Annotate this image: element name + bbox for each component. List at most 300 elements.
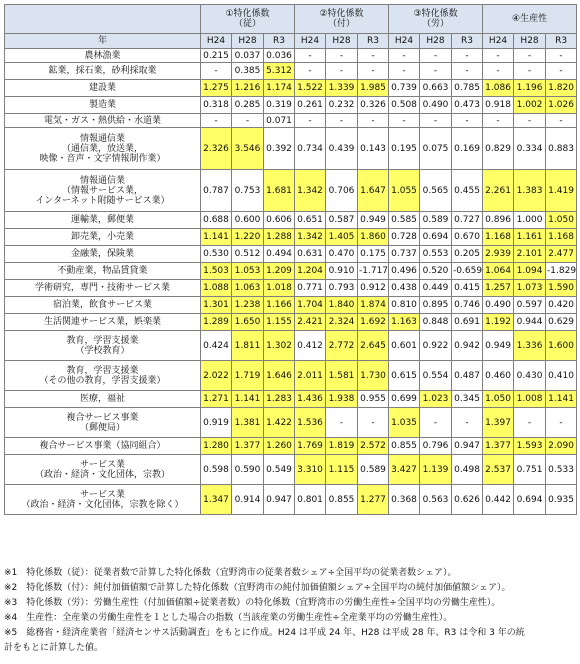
value-cell: 1.168 (546, 229, 577, 246)
value-cell: - (295, 49, 326, 63)
industry-label: 卸売業，小売業 (5, 229, 201, 246)
value-cell: 0.694 (420, 229, 452, 246)
value-cell: 0.430 (514, 361, 546, 391)
value-cell: 0.554 (420, 361, 452, 391)
value-cell: 1.347 (201, 485, 232, 515)
value-cell: - (295, 63, 326, 80)
value-cell: 1.141 (232, 391, 264, 408)
value-cell: 1.064 (483, 263, 514, 280)
value-cell: 0.912 (358, 280, 389, 297)
value-cell: 1.018 (264, 280, 295, 297)
industry-label: 不動産業，物品賃貸業 (5, 263, 201, 280)
value-cell: 0.737 (389, 246, 420, 263)
industry-label: 複合サービス事業（協同組合） (5, 438, 201, 455)
value-cell: - (326, 63, 358, 80)
value-cell: 1.073 (514, 280, 546, 297)
value-cell: 0.037 (232, 49, 264, 63)
value-cell: 0.631 (295, 246, 326, 263)
value-cell: - (232, 114, 264, 128)
value-cell: 1.216 (232, 80, 264, 97)
value-cell: 1.436 (295, 391, 326, 408)
table-row (5, 128, 577, 170)
value-cell: 0.036 (264, 49, 295, 63)
specialization-coefficient-table (4, 4, 577, 515)
value-cell: 1.422 (264, 408, 295, 438)
value-cell: 1.209 (264, 263, 295, 280)
value-cell: 0.651 (295, 212, 326, 229)
value-cell: 1.141 (201, 229, 232, 246)
year-header: H28 (514, 34, 546, 49)
industry-label: 生活関連サービス業，娯楽業 (5, 314, 201, 331)
value-cell: 0.439 (326, 128, 358, 170)
table-row (5, 114, 577, 128)
value-cell: 2.939 (483, 246, 514, 263)
value-cell: 1.280 (201, 438, 232, 455)
value-cell: - (514, 49, 546, 63)
value-cell: 0.410 (546, 361, 577, 391)
value-cell: 0.494 (264, 246, 295, 263)
value-cell: - (420, 63, 452, 80)
value-cell: 0.589 (420, 212, 452, 229)
group-header-4: ④生産性 (483, 5, 577, 34)
value-cell: 0.706 (326, 170, 358, 212)
value-cell: 1.271 (201, 391, 232, 408)
table-row (5, 170, 577, 212)
value-cell: 0.460 (483, 361, 514, 391)
year-header: H24 (389, 34, 420, 49)
value-cell: 0.368 (389, 485, 420, 515)
value-cell: 0.319 (264, 97, 295, 114)
value-cell: 0.829 (483, 128, 514, 170)
value-cell: - (452, 63, 483, 80)
value-cell: 1.155 (264, 314, 295, 331)
value-cell: 1.166 (264, 297, 295, 314)
table-row (5, 408, 577, 438)
value-cell: 0.598 (201, 455, 232, 485)
value-cell: 1.283 (264, 391, 295, 408)
value-cell: 0.626 (452, 485, 483, 515)
value-cell: 0.508 (389, 97, 420, 114)
value-cell: 0.590 (232, 455, 264, 485)
value-cell: 0.787 (201, 170, 232, 212)
value-cell: 0.728 (389, 229, 420, 246)
value-cell: 1.220 (232, 229, 264, 246)
value-cell: - (326, 408, 358, 438)
industry-label: 運輸業，郵便業 (5, 212, 201, 229)
value-cell: 0.455 (452, 170, 483, 212)
value-cell: 1.650 (232, 314, 264, 331)
value-cell: - (326, 114, 358, 128)
table-row (5, 361, 577, 391)
value-cell: - (389, 49, 420, 63)
year-header: H28 (420, 34, 452, 49)
value-cell: 0.855 (326, 485, 358, 515)
value-cell: 1.590 (546, 280, 577, 297)
value-cell: 0.694 (514, 485, 546, 515)
value-cell: 3.310 (295, 455, 326, 485)
value-cell: 0.688 (201, 212, 232, 229)
value-cell: 1.647 (358, 170, 389, 212)
value-cell: 0.600 (232, 212, 264, 229)
value-cell: 0.606 (264, 212, 295, 229)
value-cell: 1.405 (326, 229, 358, 246)
value-cell: 1.302 (264, 331, 295, 361)
value-cell: 0.075 (420, 128, 452, 170)
value-cell: 1.139 (420, 455, 452, 485)
value-cell: 0.848 (420, 314, 452, 331)
value-cell: - (514, 408, 546, 438)
value-cell: 1.238 (232, 297, 264, 314)
value-cell: 2.477 (546, 246, 577, 263)
value-cell: 2.101 (514, 246, 546, 263)
value-cell: 1.600 (546, 331, 577, 361)
table-row (5, 97, 577, 114)
value-cell: 1.860 (358, 229, 389, 246)
value-cell: 1.257 (483, 280, 514, 297)
value-cell: 1.163 (389, 314, 420, 331)
table-body (5, 49, 577, 515)
value-cell: - (295, 114, 326, 128)
value-cell: 1.063 (232, 280, 264, 297)
value-cell: 1.819 (326, 438, 358, 455)
group-header-2: ②特化係数 （付） (295, 5, 389, 34)
value-cell: 0.947 (264, 485, 295, 515)
industry-label: 鉱業，採石業，砂利採取業 (5, 63, 201, 80)
value-cell: -1.829 (546, 263, 577, 280)
value-cell: 0.949 (483, 331, 514, 361)
value-cell: - (483, 49, 514, 63)
value-cell: 1.938 (326, 391, 358, 408)
year-header: H28 (326, 34, 358, 49)
value-cell: 1.377 (232, 438, 264, 455)
value-cell: 1.397 (483, 408, 514, 438)
value-cell: -0.659 (452, 263, 483, 280)
value-cell: 0.205 (452, 246, 483, 263)
value-cell: - (201, 63, 232, 80)
value-cell: 0.855 (389, 438, 420, 455)
value-cell: 0.490 (483, 297, 514, 314)
value-cell: 0.597 (514, 297, 546, 314)
value-cell: - (546, 408, 577, 438)
value-cell: 0.947 (452, 438, 483, 455)
value-cell: 0.470 (326, 246, 358, 263)
value-cell: 1.050 (546, 212, 577, 229)
value-cell: 0.195 (389, 128, 420, 170)
value-cell: 0.520 (420, 263, 452, 280)
value-cell: - (514, 63, 546, 80)
value-cell: 0.334 (514, 128, 546, 170)
value-cell: 2.421 (295, 314, 326, 331)
value-cell: 2.324 (326, 314, 358, 331)
value-cell: 1.008 (514, 391, 546, 408)
value-cell: 2.772 (326, 331, 358, 361)
value-cell: 1.196 (514, 80, 546, 97)
value-cell: 0.753 (232, 170, 264, 212)
value-cell: - (389, 63, 420, 80)
value-cell: 0.793 (326, 280, 358, 297)
value-cell: 0.392 (264, 128, 295, 170)
value-cell: 0.553 (420, 246, 452, 263)
value-cell: 0.318 (201, 97, 232, 114)
table-row (5, 438, 577, 455)
value-cell: 0.215 (201, 49, 232, 63)
table-row (5, 280, 577, 297)
footnote: ※2 特化係数（付）：純付加価値額で計算した特化係数（宜野湾市の純付加価値額シェア÷全国平均の純付加価値額シェア）。 (4, 583, 511, 593)
value-cell: 1.192 (483, 314, 514, 331)
value-cell: 1.342 (295, 170, 326, 212)
table-row (5, 49, 577, 63)
value-cell: 0.663 (420, 80, 452, 97)
value-cell: 0.910 (326, 263, 358, 280)
value-cell: 0.563 (420, 485, 452, 515)
value-cell: 0.896 (483, 212, 514, 229)
value-cell: 0.533 (546, 455, 577, 485)
value-cell: 1.026 (546, 97, 577, 114)
value-cell: 2.011 (295, 361, 326, 391)
value-cell: 0.810 (389, 297, 420, 314)
value-cell: 1.141 (546, 391, 577, 408)
footnotes (4, 566, 576, 656)
value-cell: - (201, 114, 232, 128)
value-cell: 5.312 (264, 63, 295, 80)
value-cell: 0.955 (358, 391, 389, 408)
year-column-header: 年 (5, 34, 201, 49)
value-cell: 1.094 (514, 263, 546, 280)
value-cell: 0.601 (389, 331, 420, 361)
value-cell: 1.035 (389, 408, 420, 438)
value-cell: 1.811 (232, 331, 264, 361)
value-cell: 1.730 (358, 361, 389, 391)
value-cell: 0.420 (546, 297, 577, 314)
value-cell: 0.169 (452, 128, 483, 170)
value-cell: 1.053 (232, 263, 264, 280)
value-cell: 1.769 (295, 438, 326, 455)
value-cell: - (326, 49, 358, 63)
value-cell: 0.895 (420, 297, 452, 314)
value-cell: 0.727 (452, 212, 483, 229)
value-cell: 0.285 (232, 97, 264, 114)
value-cell: - (546, 114, 577, 128)
footnote: ※3 特化係数（労）：労働生産性（付加価値額÷従業者数）の特化係数（宜野湾市の労働生産性÷全国平均の労働生産性）。 (4, 598, 501, 608)
value-cell: 2.572 (358, 438, 389, 455)
value-cell: - (358, 114, 389, 128)
footnote: ※4 生産性：全産業の労働生産性を１とした場合の指数（当該産業の労働生産性÷全産業平均の労働生産性）。 (4, 613, 453, 623)
value-cell: 1.174 (264, 80, 295, 97)
value-cell: 0.691 (452, 314, 483, 331)
year-header: H24 (483, 34, 514, 49)
value-cell: 0.699 (389, 391, 420, 408)
industry-label: サービス業 （政治・経済・文化団体，宗教を除く） (5, 485, 201, 515)
industry-label: 金融業，保険業 (5, 246, 201, 263)
value-cell: 0.918 (483, 97, 514, 114)
value-cell: 0.734 (295, 128, 326, 170)
value-cell: 1.419 (546, 170, 577, 212)
value-cell: 1.692 (358, 314, 389, 331)
value-cell: 2.326 (201, 128, 232, 170)
value-cell: 0.487 (452, 361, 483, 391)
year-header: R3 (452, 34, 483, 49)
value-cell: 0.587 (326, 212, 358, 229)
value-cell: 1.681 (264, 170, 295, 212)
value-cell: 0.438 (389, 280, 420, 297)
industry-label: 製造業 (5, 97, 201, 114)
industry-label: 電気・ガス・熱供給・水道業 (5, 114, 201, 128)
value-cell: 1.168 (483, 229, 514, 246)
value-cell: 1.204 (295, 263, 326, 280)
value-cell: - (389, 114, 420, 128)
year-header: R3 (358, 34, 389, 49)
value-cell: 0.424 (201, 331, 232, 361)
table-row (5, 229, 577, 246)
value-cell: 0.670 (452, 229, 483, 246)
year-header: R3 (264, 34, 295, 49)
value-cell: 1.301 (201, 297, 232, 314)
year-header: R3 (546, 34, 577, 49)
value-cell: 0.883 (546, 128, 577, 170)
table-row (5, 485, 577, 515)
value-cell: 1.086 (483, 80, 514, 97)
value-cell: 1.383 (514, 170, 546, 212)
year-header: H24 (201, 34, 232, 49)
value-cell: 0.785 (452, 80, 483, 97)
industry-label: 情報通信業 （情報サービス業， インターネット附随サービス業） (5, 170, 201, 212)
value-cell: 1.289 (201, 314, 232, 331)
value-cell: - (420, 49, 452, 63)
value-cell: 3.546 (232, 128, 264, 170)
table-row (5, 246, 577, 263)
year-header: H24 (295, 34, 326, 49)
value-cell: 0.771 (295, 280, 326, 297)
value-cell: 0.615 (389, 361, 420, 391)
value-cell: 0.746 (452, 297, 483, 314)
group-header-3: ③特化係数 （労） (389, 5, 483, 34)
value-cell: 1.260 (264, 438, 295, 455)
value-cell: 1.704 (295, 297, 326, 314)
value-cell: 1.581 (326, 361, 358, 391)
value-cell: 2.645 (358, 331, 389, 361)
value-cell: 1.536 (295, 408, 326, 438)
value-cell: 1.381 (232, 408, 264, 438)
industry-label: 情報通信業 （通信業，放送業， 映像・音声・文字情報制作業） (5, 128, 201, 170)
value-cell: 0.914 (232, 485, 264, 515)
value-cell: 0.385 (232, 63, 264, 80)
value-cell: 0.944 (514, 314, 546, 331)
value-cell: 1.522 (295, 80, 326, 97)
value-cell: 2.022 (201, 361, 232, 391)
table-row (5, 297, 577, 314)
value-cell: 0.629 (546, 314, 577, 331)
value-cell: 1.820 (546, 80, 577, 97)
header-corner (5, 5, 201, 34)
value-cell: - (452, 408, 483, 438)
value-cell: 0.345 (452, 391, 483, 408)
value-cell: - (358, 49, 389, 63)
industry-label: 複合サービス事業 （郵便局） (5, 408, 201, 438)
value-cell: 0.942 (452, 331, 483, 361)
value-cell: 0.261 (295, 97, 326, 114)
value-cell: 2.537 (483, 455, 514, 485)
value-cell: 0.442 (483, 485, 514, 515)
value-cell: 2.090 (546, 438, 577, 455)
value-cell: 1.874 (358, 297, 389, 314)
value-cell: 1.503 (201, 263, 232, 280)
value-cell: 0.549 (264, 455, 295, 485)
year-header: H28 (232, 34, 264, 49)
value-cell: 1.342 (295, 229, 326, 246)
value-cell: 0.326 (358, 97, 389, 114)
table-row (5, 263, 577, 280)
value-cell: 1.050 (483, 391, 514, 408)
value-cell: 0.449 (420, 280, 452, 297)
table-row (5, 331, 577, 361)
footnote: ※5 総務省・経済産業省「経済センサス活動調査」をもとに作成。H24 は平成 24 年、H28 は平成 28 年、R3 は令和 3 年の統 計をもとに計算した値。 (4, 628, 525, 653)
industry-label: 学術研究，専門・技術サービス業 (5, 280, 201, 297)
value-cell: - (483, 114, 514, 128)
footnote: ※1 特化係数（従）：従業者数で計算した特化係数（宜野湾市の従業者数シェア÷全国平均の従業者数シェア）。 (4, 568, 457, 578)
table-row (5, 212, 577, 229)
value-cell: 0.415 (452, 280, 483, 297)
value-cell: 0.498 (452, 455, 483, 485)
value-cell: 0.143 (358, 128, 389, 170)
value-cell: 0.589 (358, 455, 389, 485)
value-cell: - (514, 114, 546, 128)
value-cell: 1.002 (514, 97, 546, 114)
value-cell: - (546, 49, 577, 63)
industry-label: 教育，学習支援業 （学校教育） (5, 331, 201, 361)
value-cell: 0.473 (452, 97, 483, 114)
value-cell: - (546, 63, 577, 80)
value-cell: 1.377 (483, 438, 514, 455)
industry-label: 教育，学習支援業 （その他の教育，学習支援業） (5, 361, 201, 391)
value-cell: - (452, 114, 483, 128)
value-cell: 0.412 (295, 331, 326, 361)
industry-label: サービス業 （政治・経済・文化団体，宗教） (5, 455, 201, 485)
value-cell: 2.261 (483, 170, 514, 212)
value-cell: 0.565 (420, 170, 452, 212)
value-cell: 1.000 (514, 212, 546, 229)
value-cell: 1.593 (514, 438, 546, 455)
industry-label: 建設業 (5, 80, 201, 97)
industry-label: 宿泊業，飲食サービス業 (5, 297, 201, 314)
group-header-1: ①特化係数 （従） (201, 5, 295, 34)
value-cell: 0.922 (420, 331, 452, 361)
value-cell: 0.949 (358, 212, 389, 229)
value-cell: 1.336 (514, 331, 546, 361)
value-cell: - (420, 408, 452, 438)
value-cell: 1.088 (201, 280, 232, 297)
value-cell: - (358, 408, 389, 438)
value-cell: 0.530 (201, 246, 232, 263)
value-cell: 0.490 (420, 97, 452, 114)
table-row (5, 314, 577, 331)
value-cell: 1.719 (232, 361, 264, 391)
value-cell: 1.161 (514, 229, 546, 246)
value-cell: 0.512 (232, 246, 264, 263)
value-cell: 0.496 (389, 263, 420, 280)
data-table-container (4, 4, 576, 515)
value-cell: - (483, 63, 514, 80)
table-row (5, 80, 577, 97)
table-row (5, 455, 577, 485)
value-cell: 1.275 (201, 80, 232, 97)
industry-label: 医療，福祉 (5, 391, 201, 408)
value-cell: 0.796 (420, 438, 452, 455)
table-row (5, 391, 577, 408)
industry-label: 農林漁業 (5, 49, 201, 63)
value-cell: 1.115 (326, 455, 358, 485)
table-row (5, 63, 577, 80)
value-cell: 0.919 (201, 408, 232, 438)
